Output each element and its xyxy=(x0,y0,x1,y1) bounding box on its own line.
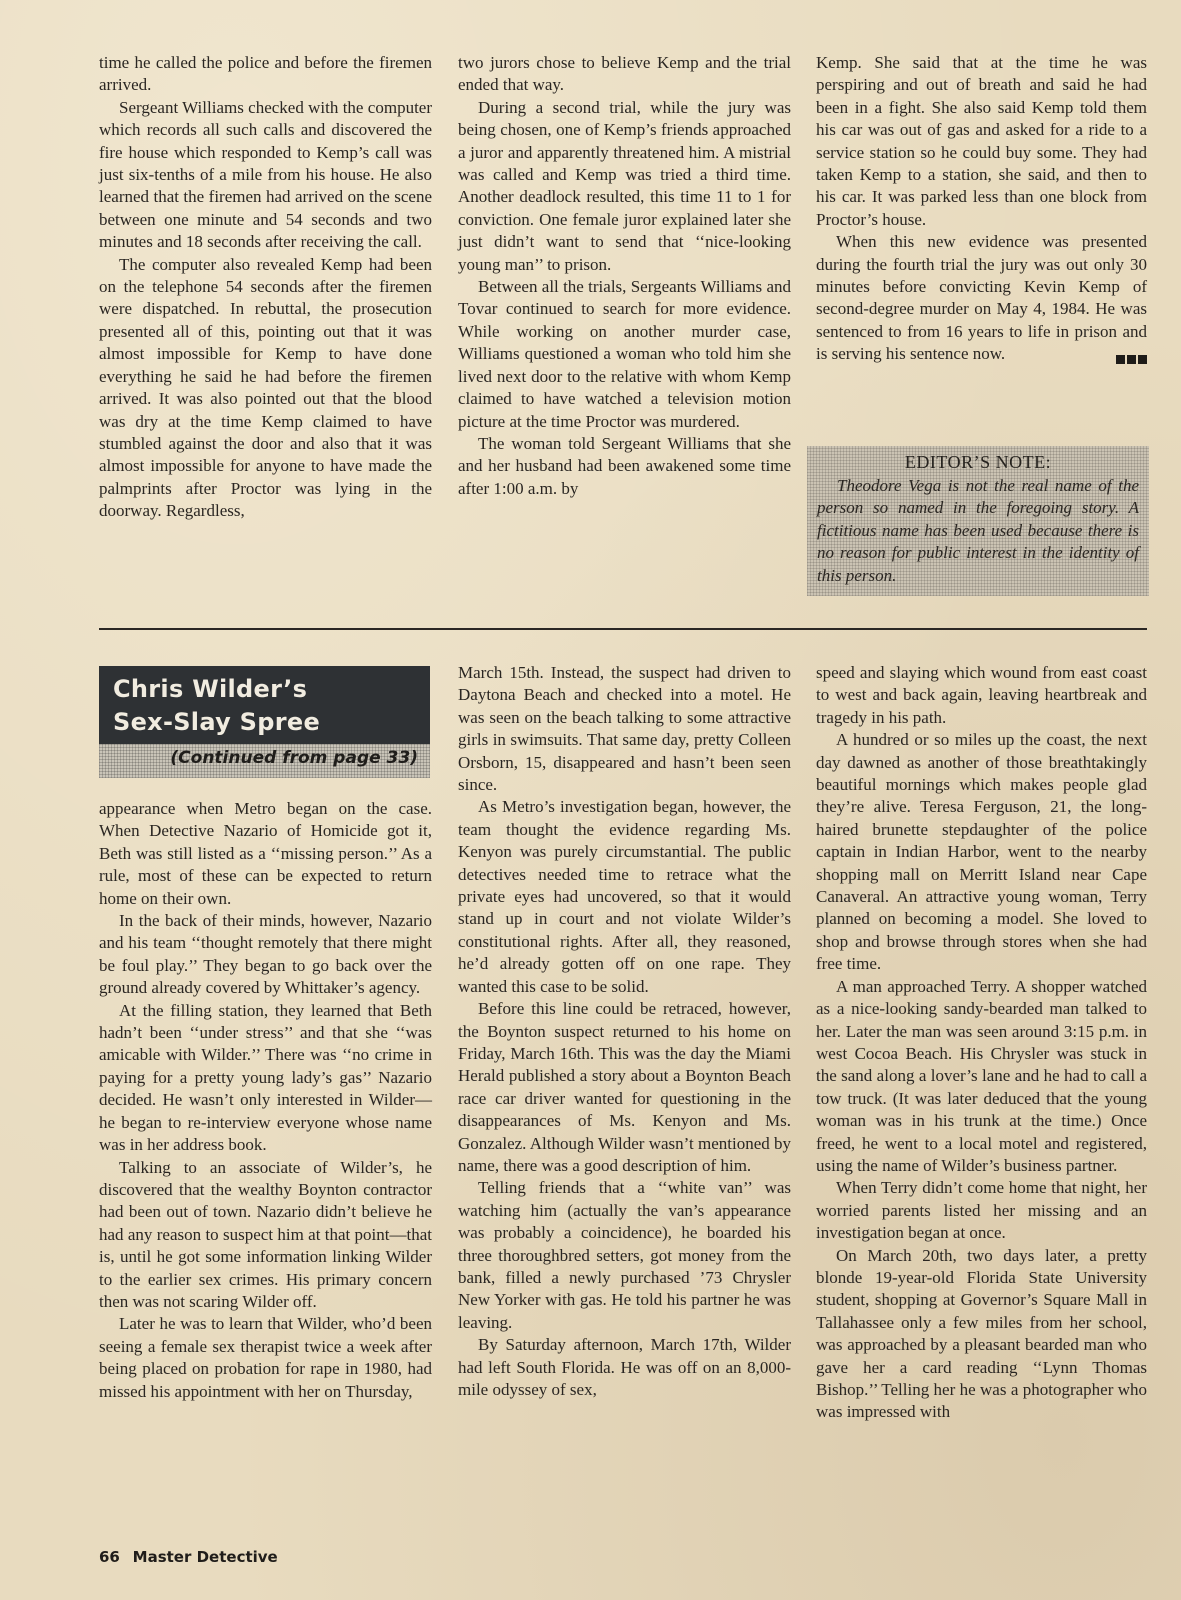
top-column-2 xyxy=(458,52,791,500)
paragraph: A man approached Terry. A shopper watched as a nice-looking sandy-bearded man talked to her. Later the man was seen around 3:15 p.m. in west Cocoa Beach. His Chrysler was stuck in the sand along a lover’s lane and he had to call a tow truck. (It was later deduced that the young woman was in his trunk at the time.) Once freed, he went to a local motel and registered, using the name of Wilder’s business partner. xyxy=(816,976,1147,1175)
paragraph: On March 20th, two days later, a pretty blonde 19-year-old Florida State University student, shopping at Governor’s Square Mall in Tallahassee only a few miles from her school, was approached by a pleasant bearded man who gave her a card reading ‘‘Lynn Thomas Bishop.’’ Telling her he was a photographer who was impressed with xyxy=(816,1245,1147,1422)
headline-line-2: Sex-Slay Spree xyxy=(113,708,321,736)
paragraph: When this new evidence was presented during the fourth trial the jury was out only 30 minutes before convicting Kevin Kemp of second-degree murder on May 4, 1984. He was sentenced to from 16 years to life in prison and is serving his sentence now. xyxy=(816,231,1147,365)
editor-note-title: EDITOR’S NOTE: xyxy=(904,452,1052,472)
paragraph: Before this line could be retraced, however, the Boynton suspect returned to his home on Friday, March 16th. This was the day the Miami Herald published a story about a Boynton Beach race car driver wanted for questioning in the disappearances of Ms. Kenyon and Ms. Gonzalez. Although Wilder wasn’t mentioned by name, there was a good description of him. xyxy=(458,999,791,1175)
bottom-column-1 xyxy=(99,798,432,1403)
paragraph: appearance when Metro began on the case. When Detective Nazario of Homicide got it, Beth was still listed as a ‘‘missing person.’’ As a rule, most of these can be expected to return home on their own. xyxy=(99,799,432,908)
bottom-column-3 xyxy=(816,662,1147,1424)
paragraph: At the filling station, they learned that Beth hadn’t been ‘‘under stress’’ and that she ‘‘was amicable with Wilder.’’ There was ‘‘no crime in paying for a pretty young lady’s gas’’ Nazario decided. He wasn’t only interested in Wilder—he began to re-interview everyone whose name was in her address book. xyxy=(99,1000,432,1155)
paragraph: In the back of their minds, however, Nazario and his team ‘‘thought remotely that there might be foul play.’’ They began to go back over the ground already covered by Whittaker’s agency. xyxy=(99,911,432,998)
paragraph: Kemp. She said that at the time he was perspiring and out of breath and said he had been in a fight. She also said Kemp told them his car was out of gas and asked for a ride to a service station so he could buy some. They had taken Kemp to a station, she said, and then to his car. It was parked less than one block from Proctor’s house. xyxy=(816,53,1147,229)
top-column-1 xyxy=(99,52,432,523)
paragraph: As Metro’s investigation began, however, the team thought the evidence regarding Ms. Kenyon was purely circumstantial. The public detectives needed time to retrace what the private eyes had uncovered, so that it would stand up in court and not violate Wilder’s constitutional rights. After all, they reasoned, he’d already gotten off on one rape. They wanted this case to be solid. xyxy=(458,797,791,996)
paragraph: Later he was to learn that Wilder, who’d been seeing a female sex therapist twice a week after being placed on probation for rape in 1980, had missed his appointment with her on Thursday, xyxy=(99,1314,432,1401)
article-headline xyxy=(99,666,430,744)
paragraph: By Saturday afternoon, March 17th, Wilder had left South Florida. He was off on an 8,000-mile odyssey of sex, xyxy=(458,1335,791,1399)
top-column-3 xyxy=(816,52,1147,372)
paragraph: Sergeant Williams checked with the computer which records all such calls and discovered the fire house which responded to Kemp’s call was just six-tenths of a mile from his house. He also learned that the firemen had arrived on the scene between one minute and 54 seconds and two minutes and 18 seconds after receiving the call. xyxy=(99,97,432,252)
headline-line-1: Chris Wilder’s xyxy=(113,675,308,703)
paragraph: Between all the trials, Sergeants Williams and Tovar continued to search for more evidence. While working on another murder case, Williams questioned a woman who told him she lived next door to the relative with whom Kemp claimed to have watched a television motion picture at the time Proctor was murdered. xyxy=(458,277,791,431)
paragraph: The computer also revealed Kemp had been on the telephone 54 seconds after the firemen were dispatched. In rebuttal, the prosecution presented all of this, pointing out that it was almost impossible for Kemp to have done everything he said he had before the firemen arrived. It was also pointed out that the blood was dry at the time Kemp claimed to have stumbled against the door and also that it was almost impossible for anyone to have made the palmprints after Proctor was lying in the doorway. Regardless, xyxy=(99,254,432,521)
page-footer xyxy=(99,1548,278,1566)
paragraph: two jurors chose to believe Kemp and the trial ended that way. xyxy=(458,53,791,95)
paragraph: time he called the police and before the firemen arrived. xyxy=(99,53,432,95)
magazine-name: Master Detective xyxy=(132,1548,278,1566)
continued-from-label: (Continued from page 33) xyxy=(170,748,418,768)
page-number: 66 xyxy=(99,1548,120,1566)
continued-banner xyxy=(99,744,430,778)
paragraph: When Terry didn’t come home that night, her worried parents listed her missing and an investigation began at once. xyxy=(816,1178,1147,1243)
paragraph: speed and slaying which wound from east coast to west and back again, leaving heartbreak and tragedy in his path. xyxy=(816,663,1147,727)
paragraph: During a second trial, while the jury was being chosen, one of Kemp’s friends approached a juror and apparently threatened him. A mistrial was called and Kemp was tried a third time. Another deadlock resulted, this time 11 to 1 for conviction. One female juror explained later she just didn’t want to send that ‘‘nice-looking young man’’ to prison. xyxy=(458,97,791,274)
editor-note-box xyxy=(807,446,1149,596)
paragraph: A hundred or so miles up the coast, the next day dawned as another of those breathtakingly beautiful mornings which makes people glad they’re alive. Teresa Ferguson, 21, the long-haired brunette stepdaughter of the police captain in Indian Harbor, went to the nearby shopping mall on Merritt Island near Cape Canaveral. An attractive young woman, Terry planned on becoming a model. She loved to shop and browse through stores when she had free time. xyxy=(816,730,1147,974)
editor-note-text: Theodore Vega is not the real name of the person so named in the foregoing story. A fictitious name has been used because there is no reason for public interest in the identity of this person. xyxy=(817,476,1139,585)
end-of-story-mark xyxy=(1094,349,1147,371)
paragraph: March 15th. Instead, the suspect had driven to Daytona Beach and checked into a motel. He was seen on the beach talking to some attractive girls in swimsuits. That same day, pretty Colleen Orsborn, 15, disappeared and hasn’t been seen since. xyxy=(458,663,791,795)
paragraph: Telling friends that a ‘‘white van’’ was watching him (actually the van’s appearance was probably a coincidence), he boarded his three thoroughbred setters, got money from the bank, filled a newly purchased ’73 Chrysler New Yorker with gas. He told his partner he was leaving. xyxy=(458,1178,791,1332)
section-divider xyxy=(99,628,1147,630)
paragraph: The woman told Sergeant Williams that she and her husband had been awakened some time after 1:00 a.m. by xyxy=(458,433,791,498)
bottom-column-2 xyxy=(458,662,791,1401)
paragraph: Talking to an associate of Wilder’s, he discovered that the wealthy Boynton contractor had been out of town. Nazario didn’t believe he had any reason to suspect him at that point—that is, until he got some information linking Wilder to the earlier sex crimes. His primary concern then was not scaring Wilder off. xyxy=(99,1157,432,1311)
